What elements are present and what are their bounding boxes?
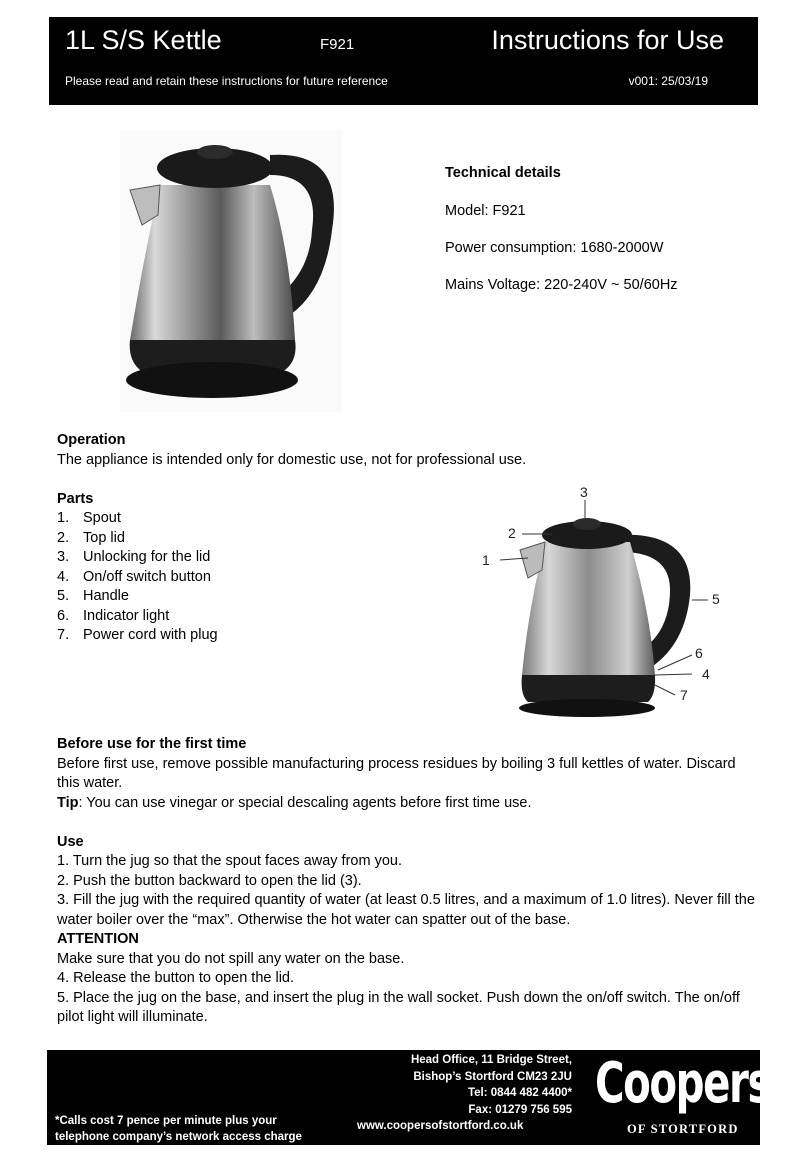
voltage-line: Mains Voltage: 220-240V ~ 50/60Hz — [445, 277, 678, 293]
list-item: 5. Handle — [57, 588, 129, 604]
first-use-text: Before first use, remove possible manufacturing process residues by boiling 3 full kettles of water. Discard this water. — [57, 755, 736, 791]
parts-diagram — [470, 480, 740, 720]
instructions-body — [57, 735, 757, 1028]
use-step-3: 3. Fill the jug with the required quantity of water (at least 0.5 litres, and a maximum of 1.0 litres). Never fill the water boiler over the “max”. Otherwise the hot water can spatter out of the base. — [57, 892, 755, 928]
retain-note: Please read and retain these instructions for future reference — [65, 74, 388, 88]
use-step-2: 2. Push the button backward to open the lid (3). — [57, 872, 362, 889]
kettle-photo — [120, 130, 342, 412]
head-office-address: Head Office, 11 Bridge Street, Bishop’s Stortford CM23 2JU Tel: 0844 482 4400* Fax: 01279 756 595 www.coopersofstortford.co.uk — [357, 1052, 572, 1135]
tip-text: : You can use vinegar or special descaling agents before first time use. — [78, 794, 532, 811]
website-link[interactable]: www.coopersofstortford.co.uk — [357, 1120, 524, 1132]
first-use-heading: Before use for the first time — [57, 736, 247, 752]
use-heading: Use — [57, 833, 84, 850]
brand-subtitle: OF STORTFORD — [627, 1122, 739, 1136]
diagram-label-5: 5 — [712, 591, 720, 607]
version-label: v001: 25/03/19 — [628, 74, 708, 88]
list-item: 4. On/off switch button — [57, 568, 211, 585]
header-bar — [49, 17, 758, 105]
attention-text: Make sure that you do not spill any water on the base. — [57, 950, 405, 967]
parts-heading: Parts — [57, 490, 94, 507]
model-line: Model: F921 — [445, 203, 526, 219]
attention-heading: ATTENTION — [57, 931, 139, 947]
tip-line — [57, 794, 757, 814]
footer-bar — [47, 1050, 771, 1145]
diagram-label-3: 3 — [580, 484, 588, 500]
diagram-label-4: 4 — [702, 666, 710, 682]
operation-heading: Operation — [57, 432, 126, 448]
brand-logo: Coopers — [595, 1051, 771, 1116]
tip-label: Tip — [57, 794, 79, 811]
diagram-label-7: 7 — [680, 687, 688, 703]
operation-text: The appliance is intended only for domestic use, not for professional use. — [57, 451, 527, 468]
instructions-title: Instructions for Use — [491, 25, 724, 55]
use-step-4: 4. Release the button to open the lid. — [57, 970, 295, 986]
list-item: 2. Top lid — [57, 529, 125, 546]
list-item: 6. Indicator light — [57, 607, 170, 624]
diagram-label-6: 6 — [695, 645, 703, 661]
list-item: 3. Unlocking for the lid — [57, 549, 211, 565]
model-code: F921 — [320, 36, 355, 53]
calls-note: *Calls cost 7 pence per minute plus your telephone company’s network access charge — [55, 1115, 302, 1143]
list-item: 7. Power cord with plug — [57, 627, 218, 643]
use-step-1: 1. Turn the jug so that the spout faces away from you. — [57, 853, 402, 869]
diagram-label-2: 2 — [508, 525, 516, 541]
power-line: Power consumption: 1680-2000W — [445, 240, 664, 256]
document-title: 1L S/S Kettle — [65, 25, 222, 55]
diagram-label-1: 1 — [482, 552, 490, 568]
use-step-5: 5. Place the jug on the base, and insert the plug in the wall socket. Push down the on/off switch. The on/off pilot light will illuminate. — [57, 989, 740, 1025]
technical-heading: Technical details — [445, 165, 561, 181]
list-item: 1. Spout — [57, 510, 121, 526]
